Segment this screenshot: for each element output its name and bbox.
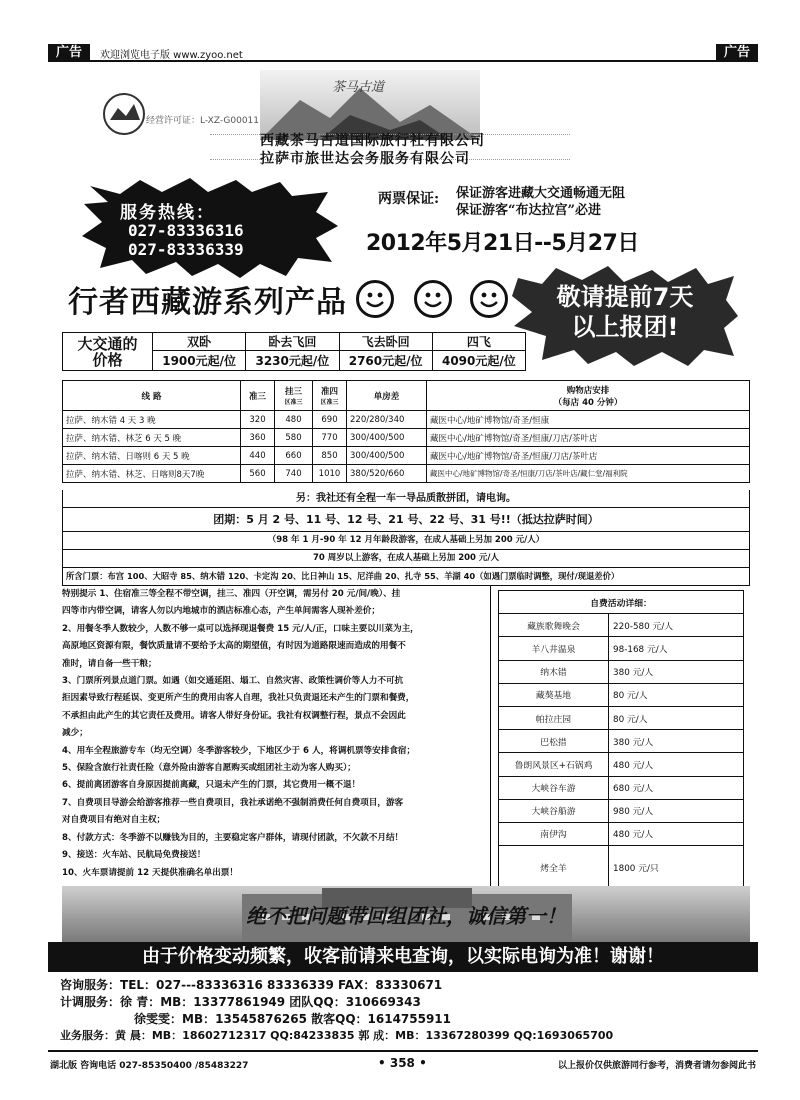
activity-name: 大峡谷船游 [499,799,609,822]
activity-name: 南伊沟 [499,822,609,845]
shop-list: 藏医中心/地矿博物馆/奇圣/恒康/刀店/茶叶店 [427,429,750,447]
note-line: 3、门票所列景点道门票。如遇（如交通延阻、塌工、自然灾害、政策性调价等人力不可抗 [62,676,404,687]
table-row [499,637,744,660]
price-std3: 560 [241,465,275,483]
note-line: 4、用车全程旅游专车（均无空调）冬季游客较少，下地区少于 6 人，将调机票等安排食宿； [62,745,416,756]
shop-list: 藏医中心/地矿博物馆/奇圣/恒康/刀店/茶叶店/藏仁堂/福利院 [427,465,750,483]
activity-name: 纳木错 [499,660,609,683]
contact-text: 黄 晨：MB：18602712317 QQ:84233835 郭 成：MB：13367280399 QQ:1693065700 [115,1029,614,1042]
note-line: 对自费项目有绝对自主权； [62,815,166,826]
guarantee-label: 两票保证: [378,191,440,207]
table-row [63,465,750,483]
hotline-label: 服务热线： [120,203,215,223]
activity-price: 380 元/人 [609,660,744,683]
activity-name: 藏族歌舞晚会 [499,614,609,637]
transport-price: 4090元起/位 [432,351,525,371]
smiley-icon [356,280,394,318]
price-std3: 360 [241,429,275,447]
smiley-icon [470,280,508,318]
ad-tag-left: 广告 [48,44,90,62]
price-std4: 850 [313,447,347,465]
notes-block [62,586,490,886]
optional-title: 自费活动详细： [499,591,744,614]
age-note-2: 70 周岁以上游客，在成人基础上另加 200 元/人 [62,550,750,568]
company-name-2: 拉萨市旅世达会务服务有限公司 [260,151,470,167]
transport-header: 双卧 [153,333,246,351]
activity-price: 980 元/人 [609,799,744,822]
note-line: 5、保险含旅行社责任险（意外险由游客自愿购买或组团社主动为客人购买）； [62,763,356,774]
table-row [63,411,750,429]
page-number: • 358 • [378,1056,427,1070]
contact-text: 徐 青：MB：13377861949 团队QQ：310669343 [120,995,421,1009]
note-line: 7、自费项目导游会给游客推荐一些自费项目，我社承诺绝不强制消费任何自费项目，游客 [62,797,404,808]
table-row [499,776,744,799]
activity-price: 380 元/人 [609,730,744,753]
contact-text: 徐雯雯：MB：13545876265 散客QQ：1614755911 [134,1012,452,1026]
transport-header: 飞去卧回 [339,333,432,351]
table-row [499,614,744,637]
promo-line-2: 以上报团! [571,313,679,341]
column-divider [490,586,491,886]
col-shop [427,381,750,411]
table-row [499,706,744,729]
date-range: 2012年5月21日--5月27日 [366,231,639,256]
note-line: 高原地区资源有限，餐饮质量请不要给予太高的期望值，有时因为道路限速而造成的用餐不 [62,641,406,652]
contact-line-planning [60,993,421,1010]
price-std3: 320 [241,411,275,429]
license-text: 经营许可证：L-XZ-G00011 [146,116,260,126]
note-line: 9、接送：火车站、民航局免费接送！ [62,850,206,861]
price-std4: 1010 [313,465,347,483]
shop-list: 藏医中心/地矿博物馆/奇圣/恒康/刀店/茶叶店 [427,447,750,465]
route-name: 拉萨、纳木错、林芝 6 天 5 晚 [63,429,241,447]
note-line: 特别提示 1、住宿准三等全程不带空调，挂三、准四（开空调，需另付 20 元/间/晚）、挂 [62,589,401,599]
single-room: 220/280/340 [347,411,427,429]
col-shop-label: 购物店安排 [566,385,610,396]
guarantee-line-2: 保证游客“布达拉宫”必进 [456,203,601,218]
price-plus3: 660 [275,447,313,465]
activity-name: 巴松措 [499,730,609,753]
transport-label-line-1: 大交通的 [77,334,138,353]
route-price-table [62,380,750,483]
single-room: 300/400/500 [347,429,427,447]
welcome-text: 欢迎浏览电子版 www.zyoo.net [100,50,243,61]
transport-header: 卧去飞回 [246,333,339,351]
activity-price: 480 元/人 [609,753,744,776]
note-line: 减少； [62,728,88,739]
activity-price: 80 元/人 [609,683,744,706]
header-bar [48,44,758,62]
activity-name: 鲁朗风景区+石锅鸡 [499,753,609,776]
series-title: 行者西藏游系列产品 [68,285,347,320]
integrity-slogan: 绝不把问题带回组团社，诚信第一！ [246,904,566,928]
price-plus3: 480 [275,411,313,429]
activity-name: 烤全羊 [499,846,609,890]
col-std4-sub: 区准三 [320,399,339,406]
single-room: 380/520/660 [347,465,427,483]
note-line: 10、火车票请提前 12 天提供准确名单出票！ [62,867,238,878]
note-line: 拒因素导致行程延误、变更所产生的费用由客人自理，我社只负责退还未产生的门票和餐费， [62,693,415,704]
group-dates: 团期：5 月 2 号、11 号、12 号、21 号、22 号、31 号!!（抵达拉萨时间） [62,508,750,532]
footer-right: 以上报价仅供旅游同行参考，消费者请勿参阅此书 [557,1061,756,1071]
table-row [499,683,744,706]
activity-price: 1800 元/只 [609,846,744,890]
contact-line-planning-2 [134,1010,451,1027]
col-plus3 [275,381,313,411]
price-change-notice: 由于价格变动频繁，收客前请来电查询，以实际电询为准！谢谢！ [48,942,758,972]
shop-list: 藏医中心/地矿博物馆/奇圣/恒康 [427,411,750,429]
note-line: 四等市内带空调，请客人勿以内地城市的酒店标准心态，产生单间需客人现补差价； [62,606,380,617]
activity-price: 220-580 元/人 [609,614,744,637]
table-row [499,753,744,776]
single-room: 300/400/500 [347,447,427,465]
note-line: 2、用餐冬季人数较少，人数不够一桌可以选择现退餐费 15 元/人/正，口味主要以川菜为主， [62,623,419,634]
logo-script: 茶马古道 [332,80,385,95]
footer-left: 湖北版 咨询电话 027-85350400 /85483227 [50,1061,249,1071]
note-line: 6、提前离团游客自身原因提前离藏，只退未产生的门票，其它费用一概不退！ [62,780,361,791]
transport-price-table [62,332,526,371]
activity-name: 羊八井温泉 [499,637,609,660]
transport-header: 四飞 [432,333,525,351]
contact-label: 咨询服务： [60,978,121,992]
transport-price: 2760元起/位 [339,351,432,371]
hotline-number-2: 027-83336339 [128,240,244,259]
table-row [63,447,750,465]
transport-price: 1900元起/位 [153,351,246,371]
col-std3: 准三 [241,381,275,411]
contact-text: TEL：027---83336316 83336339 FAX：83330671 [120,978,443,992]
route-name: 拉萨、纳木错、林芝、日喀则8天7晚 [63,465,241,483]
activity-price: 98-168 元/人 [609,637,744,660]
note-line: 不承担由此产生的其它责任及费用。请客人带好身份证。我社有权调整行程，景点不会因此 [62,710,406,721]
col-shop-sub: （每店 40 分钟） [553,397,623,408]
table-row [499,799,744,822]
contact-label: 计调服务： [60,995,121,1009]
table-row [499,660,744,683]
col-single: 单房差 [347,381,427,411]
hotline-number-1: 027-83336316 [128,221,244,240]
company-name-1: 西藏茶马古道国际旅行社有限公司 [260,133,485,149]
price-std4: 690 [313,411,347,429]
contact-label: 业务服务： [60,1029,115,1042]
price-plus3: 580 [275,429,313,447]
col-route: 线 路 [63,381,241,411]
activity-price: 680 元/人 [609,776,744,799]
price-std4: 770 [313,429,347,447]
route-name: 拉萨、纳木错、日喀则 6 天 5 晚 [63,447,241,465]
smiley-icon [414,280,452,318]
table-row [499,822,744,845]
activity-name: 藏獒基地 [499,683,609,706]
also-note: 另：我社还有全程一车一导品质散拼团，请电询。 [62,490,750,508]
note-line: 准时，请自备一些干粮； [62,658,157,669]
tickets-note: 所含门票：布宫 100、大昭寺 85、纳木错 120、卡定沟 20、比日神山 15、尼洋曲 20、扎寺 55、羊湖 40（如遇门票临时调整，现付/现退差价） [62,568,750,586]
activity-price: 80 元/人 [609,706,744,729]
activity-name: 帕拉庄园 [499,706,609,729]
route-name: 拉萨、纳木错 4 天 3 晚 [63,411,241,429]
age-note-1: （98 年 1 月-90 年 12 月年龄段游客，在成人基础上另加 200 元/人） [62,532,750,550]
promo-line-1: 敬请提前7天 [556,283,694,311]
promo-burst [512,266,738,368]
contact-line-business [60,1027,613,1043]
col-plus3-label: 挂三 [284,387,302,397]
table-row [499,730,744,753]
price-plus3: 740 [275,465,313,483]
transport-label [63,333,153,371]
contact-line-consult [60,976,442,993]
transport-label-line-2: 价格 [92,350,123,369]
optional-activities-table [498,590,744,890]
note-line: 8、付款方式：冬季游不以赚钱为目的，主要稳定客户群体，请现付团款，不欠款不月结！ [62,832,404,843]
col-std4-label: 准四 [320,387,338,397]
price-std3: 440 [241,447,275,465]
table-row [63,429,750,447]
col-std4 [313,381,347,411]
ad-tag-right: 广告 [716,44,758,62]
activity-price: 480 元/人 [609,822,744,845]
col-plus3-sub: 区准三 [284,399,303,406]
page-footer [48,1050,758,1074]
table-row [499,846,744,890]
transport-price: 3230元起/位 [246,351,339,371]
activity-name: 大峡谷车游 [499,776,609,799]
guarantee-line-1: 保证游客进藏大交通畅通无阻 [456,186,626,201]
